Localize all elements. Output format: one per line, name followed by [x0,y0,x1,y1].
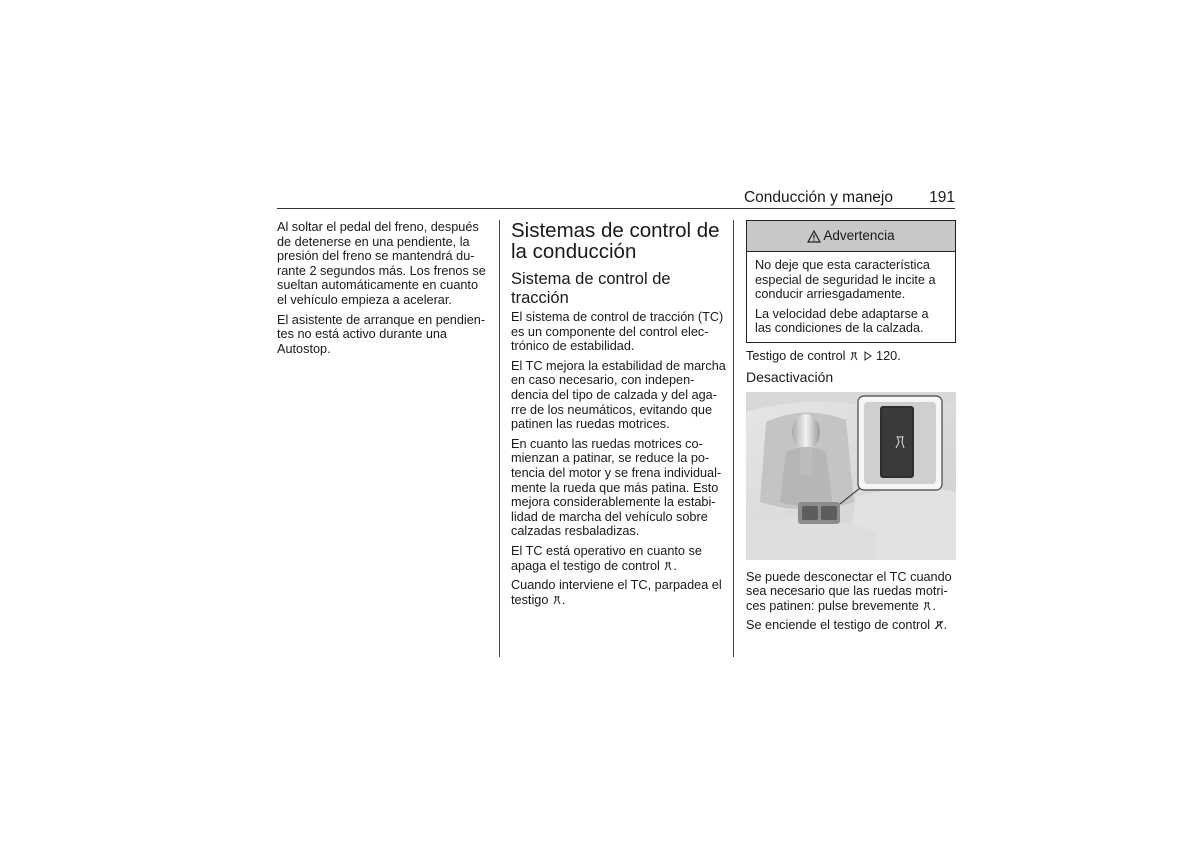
warning-text: La velocidad debe adaptarse a las condiciones de la calzada. [755,306,929,336]
section-heading: Sistemas de control de la conducción [511,219,720,263]
warning-triangle-icon [807,230,821,243]
column-divider [733,220,734,657]
paragraph: El TC está operativo en cuanto se apaga el testigo de control . [511,543,702,573]
paragraph: Cuando interviene el TC, parpadea el testigo . [511,578,722,607]
page-reference: 120. [876,348,901,363]
traction-control-icon [922,601,932,611]
warning-label: Advertencia [823,227,895,243]
paragraph-text: Cuando interviene el TC, parpadea el testigo [511,578,722,607]
paragraph: El TC mejora la estabilidad de marcha en caso necesario, con independencia del tipo de calzada y del agarre de los neumáticos, evitando que patinen las ruedas motrices. [511,358,726,432]
traction-control-icon [849,351,859,361]
page-number: 191 [929,189,955,206]
column-right [746,220,956,638]
paragraph-text: Se enciende el testigo de control [746,618,931,633]
paragraph: En cuanto las ruedas motrices comienzan a patinar, se reduce la potencia del motor y se frena individualmente la rueda que más patina. Esto mejora considerablemente la estabilidad de marcha del vehículo sobre calzadas resbaladizas. [511,436,722,539]
traction-control-off-icon [934,620,944,630]
warning-box [746,220,956,343]
paragraph: Al soltar el pedal del freno, después de detenerse en una pendiente, la presión del freno se mantendrá durante 2 segundos más. Los frenos se sueltan automáticamente en cuanto el vehículo empieza a acelerar. [277,220,486,307]
section-title: Conducción y manejo [743,189,893,206]
paragraph: El sistema de control de tracción (TC) es un componente del control electrónico de estabilidad. [511,310,724,354]
column-left [277,220,489,361]
column-divider [499,220,500,657]
traction-control-icon [552,595,562,605]
page-header [277,188,955,209]
subsection-heading: Sistema de control de tracción [511,270,671,307]
column-middle [511,220,726,612]
reference-arrow-icon [863,351,873,361]
paragraph [746,349,956,364]
warning-text: No deje que esta característica especial de seguridad le incite a conducir arriesgadamente. [755,258,936,302]
paragraph: Se puede desconectar el TC cuando sea necesario que las ruedas motrices patinen: pulse brevemente . [746,569,952,613]
warning-body [747,252,955,342]
traction-control-icon [663,561,673,571]
paragraph: El asistente de arranque en pendientes no está activo durante una Autostop. [277,312,486,356]
paragraph: Se enciende el testigo de control . [746,618,948,633]
paragraph-text: Testigo de control [746,348,846,363]
paragraph-text: Se puede desconectar el TC cuando sea necesario que las ruedas motrices patinen: pulse brevemente [746,569,952,613]
traction-control-button-photo [746,392,956,560]
paragraph-text: El TC está operativo en cuanto se apaga el testigo de control [511,543,702,573]
subsection-heading: Desactivación [746,368,834,385]
warning-header [747,221,955,252]
